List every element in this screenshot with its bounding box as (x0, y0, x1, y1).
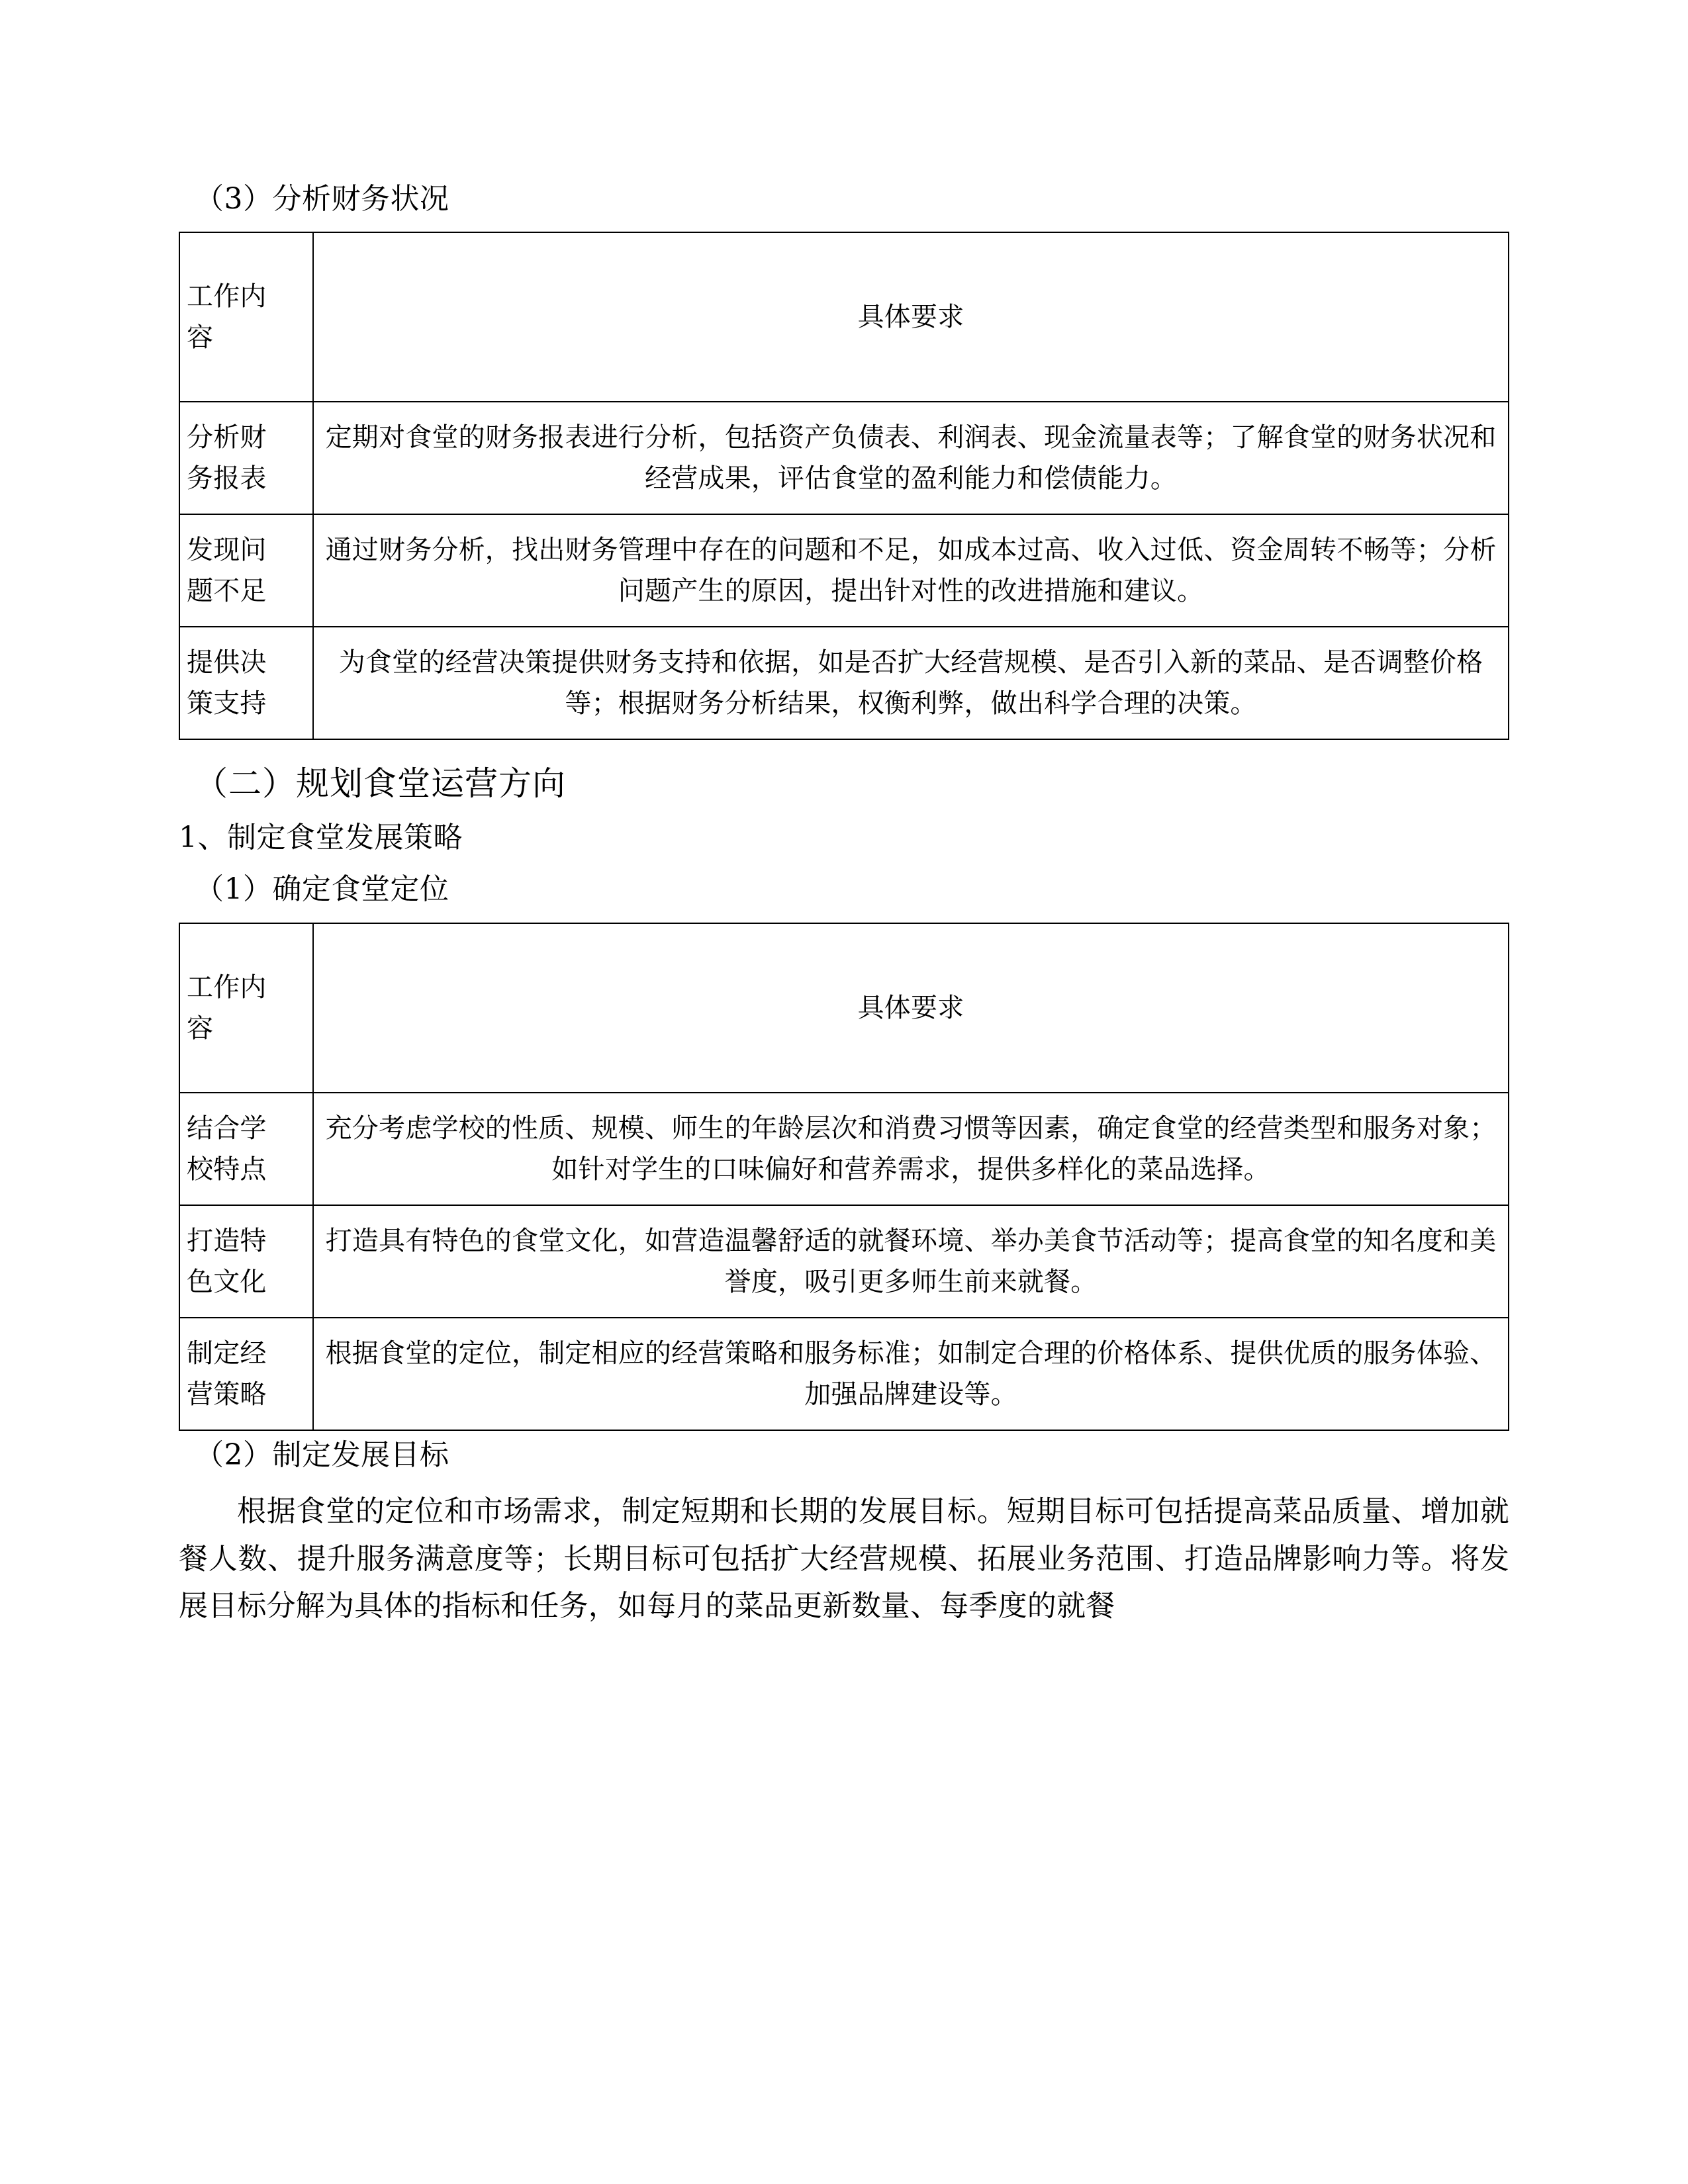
document-body (179, 179, 1509, 1629)
row-detail-analyze-statements: 定期对食堂的财务报表进行分析，包括资产负债表、利润表、现金流量表等；了解食堂的财务状况和经营成果，评估食堂的盈利能力和偿债能力。 (313, 402, 1509, 514)
header-cell-requirements: 具体要求 (313, 923, 1509, 1093)
row-label-school-features: 结合学 校特点 (179, 1093, 313, 1205)
heading-analyze-financial-status: （3）分析财务状况 (195, 182, 449, 216)
table-header-row (179, 923, 1509, 1093)
table-row (179, 402, 1509, 514)
row-detail-operating-strategy: 根据食堂的定位，制定相应的经营策略和服务标准；如制定合理的价格体系、提供优质的服务体验、加强品牌建设等。 (313, 1318, 1509, 1430)
heading-set-development-goals: （2）制定发展目标 (195, 1437, 449, 1472)
header-cell-requirements: 具体要求 (313, 232, 1509, 402)
heading-determine-positioning: （1）确定食堂定位 (195, 872, 449, 907)
row-detail-school-features: 充分考虑学校的性质、规模、师生的年龄层次和消费习惯等因素，确定食堂的经营类型和服务对象；如针对学生的口味偏好和营养需求，提供多样化的菜品选择。 (313, 1093, 1509, 1205)
paragraph-development-goals: 根据食堂的定位和市场需求，制定短期和长期的发展目标。短期目标可包括提高菜品质量、增加就餐人数、提升服务满意度等；长期目标可包括扩大经营规模、拓展业务范围、打造品牌影响力等。将发展目标分解为具体的指标和任务，如每月的菜品更新数量、每季度的就餐 (179, 1494, 1509, 1623)
row-label-find-problems: 发现问 题不足 (179, 514, 313, 627)
row-detail-build-culture: 打造具有特色的食堂文化，如营造温馨舒适的就餐环境、举办美食节活动等；提高食堂的知名度和美誉度，吸引更多师生前来就餐。 (313, 1205, 1509, 1318)
row-detail-decision-support: 为食堂的经营决策提供财务支持和依据，如是否扩大经营规模、是否引入新的菜品、是否调整价格等；根据财务分析结果，权衡利弊，做出科学合理的决策。 (313, 627, 1509, 739)
row-detail-find-problems: 通过财务分析，找出财务管理中存在的问题和不足，如成本过高、收入过低、资金周转不畅等；分析问题产生的原因，提出针对性的改进措施和建议。 (313, 514, 1509, 627)
heading-plan-canteen-operations: （二）规划食堂运营方向 (195, 764, 566, 803)
heading-develop-strategy: 1、制定食堂发展策略 (179, 820, 463, 854)
row-label-operating-strategy: 制定经 营策略 (179, 1318, 313, 1430)
table-header-row (179, 232, 1509, 402)
table-financial-analysis (179, 232, 1509, 740)
table-canteen-positioning (179, 923, 1509, 1431)
table-row (179, 1318, 1509, 1430)
table-row (179, 1205, 1509, 1318)
row-label-analyze-statements: 分析财 务报表 (179, 402, 313, 514)
table-row (179, 514, 1509, 627)
table-row (179, 627, 1509, 739)
row-label-build-culture: 打造特 色文化 (179, 1205, 313, 1318)
header-cell-work-content: 工作内 容 (179, 923, 313, 1093)
row-label-decision-support: 提供决 策支持 (179, 627, 313, 739)
table-row (179, 1093, 1509, 1205)
header-cell-work-content: 工作内 容 (179, 232, 313, 402)
